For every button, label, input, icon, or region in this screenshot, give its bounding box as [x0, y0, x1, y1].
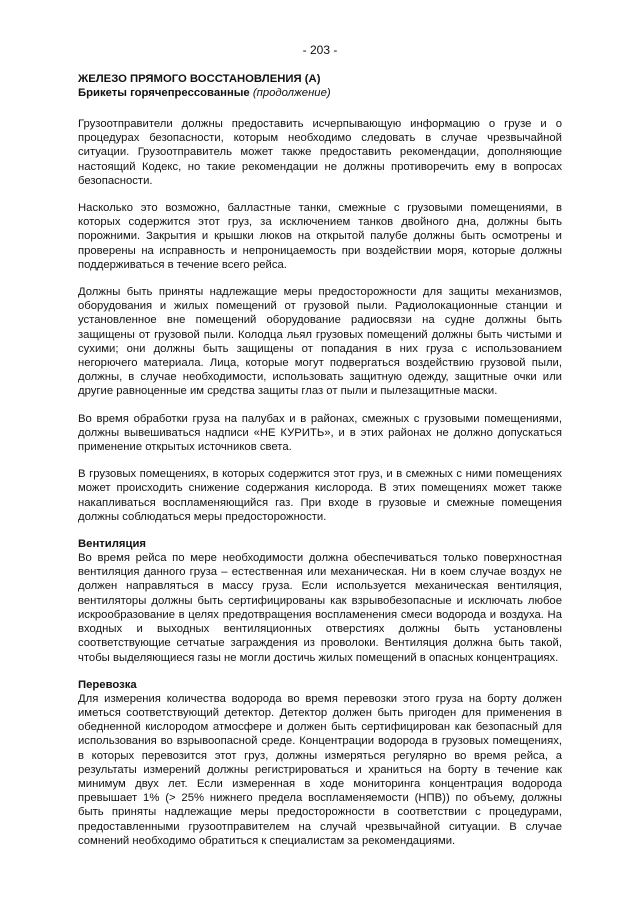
subtitle-text: Брикеты горячепрессованные: [78, 87, 250, 99]
paragraph-oxygen-depletion: В грузовых помещениях, в которых содержится этот груз, и в смежных с ними помещениях может происходить снижение содержания кислорода. В этих помещениях может также накапливаться воспламеняющийся газ. При входе в грузовые и смежные помещения должны соблюдаться меры предосторожности.: [78, 468, 562, 523]
paragraph-ventilation: Во время рейса по мере необходимости должна обеспечиваться только поверхностная вентиляция данного груза – естественная или механическая. Ни в коем случае воздух не должен направляться в массу груза. Если используется механическая вентиляция, вентиляторы должны быть сертифицированы как взрывобезопасные и исключать любое искрообразование в целях предотвращения воспламенения смеси водорода и воздуха. На входных и выходных вентиляционных отверстиях должны быть установлены соответствующие сетчатые заграждения из проволоки. Вентиляция должна быть такой, чтобы выделяющиеся газы не могли достичь жилых помещений в опасных концентрациях.: [78, 552, 562, 664]
section-heading-ventilation: Вентиляция: [78, 538, 146, 551]
document-title: ЖЕЛЕЗО ПРЯМОГО ВОССТАНОВЛЕНИЯ (A): [78, 73, 321, 85]
paragraph-dust-protection: Должны быть приняты надлежащие меры предосторожности для защиты механизмов, оборудования и жилых помещений от грузовой пыли. Радиолокационные станции и установленное вне помещений оборудование радиосвязи на судне должны быть защищены от грузовой пыли. Колодца льял грузовых помещений должны быть чистыми и сухими; они должны быть защищены от попадания в них груза с использованием негорючего материала. Лица, которые могут подвергаться воздействию грузовой пыли, должны, в случае необходимости, использовать защитную одежду, защитные очки или другие равноценные им средства защиты глаз от пыли и пылезащитные маски.: [78, 286, 562, 398]
document-subtitle: [78, 86, 562, 100]
section-heading-carriage: Перевозка: [78, 678, 137, 691]
page-content: [78, 72, 562, 861]
paragraph-ballast-tanks: Насколько это возможно, балластные танки, смежные с грузовыми помещениями, в которых содержится этот груз, за исключением танков двойного дна, должны быть порожними. Закрытия и крышки люков на открытой палубе должны быть осмотрены и проверены на исправность и непроницаемость при воздействии моря, которые должны поддерживаться в течение всего рейса.: [78, 202, 562, 271]
paragraph-carriage: Для измерения количества водорода во время перевозки этого груза на борту должен иметься соответствующий детектор. Детектор должен быть пригоден для применения в обедненной кислородом атмосфере и должен быть сертифицирован как безопасный для использования во взрывоопасной среде. Концентрации водорода в грузовых помещениях, в которых перевозится этот груз, должны измеряться регулярно во время рейса, а результаты измерений должны регистрироваться и храниться на борту в течение как минимум двух лет. Если измеренная в ходе мониторинга концентрация водорода превышает 1% (> 25% нижнего предела воспламеняемости (НПВ)) по объему, должны быть приняты надлежащие меры предосторожности в соответствии с процедурами, предоставленными грузоотправителем на случай чрезвычайной ситуации. В случае сомнений необходимо обратиться к специалистам за рекомендациями.: [78, 692, 562, 847]
subtitle-note: (продолжение): [252, 87, 331, 99]
paragraph-shipper-info: Грузоотправители должны предоставить исчерпывающую информацию о грузе и о процедурах безопасности, которым необходимо следовать в случае чрезвычайной ситуации. Грузоотправитель может также предоставить рекомендации, дополняющие настоящий Кодекс, но такие рекомендации не должны противоречить ему в вопросах безопасности.: [78, 118, 562, 187]
paragraph-no-smoking: Во время обработки груза на палубах и в районах, смежных с грузовыми помещениями, должны вывешиваться надписи «НЕ КУРИТЬ», и в этих районах не должно допускаться применение открытых источников света.: [78, 412, 562, 454]
page-number: - 203 -: [302, 43, 338, 57]
